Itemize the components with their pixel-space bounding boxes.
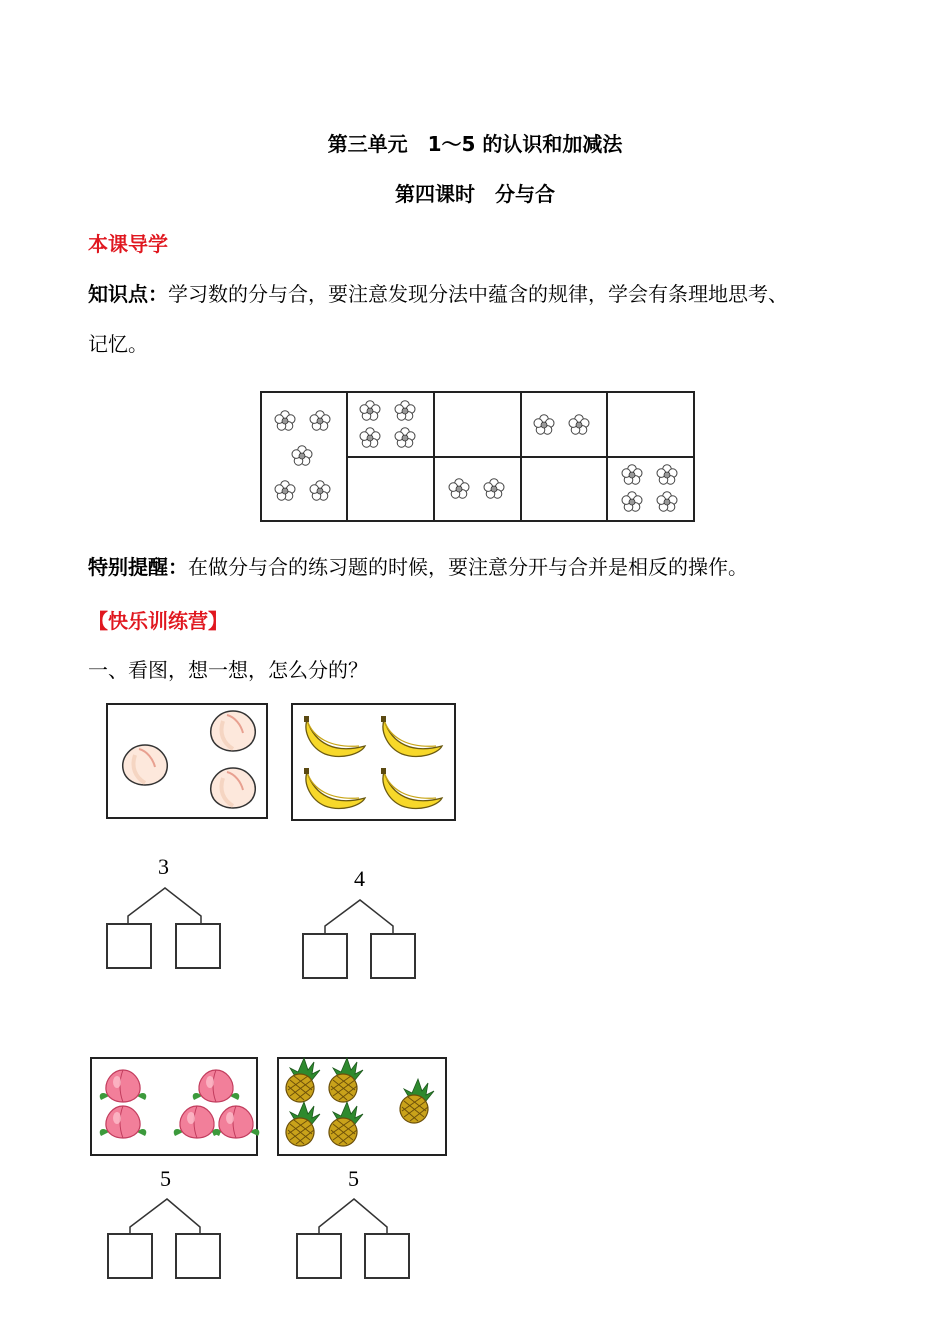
split-total-4: 5 [348,1166,359,1191]
flower-icon [484,479,504,499]
knowledge-text-line2: 记忆。 [88,332,148,356]
flower-icon [395,401,415,421]
reminder-label: 特别提醒： [88,555,188,579]
flower-icon [310,411,330,431]
pineapple-picture [277,1057,447,1156]
split-total-3: 5 [160,1166,171,1191]
flower-icon [275,411,295,431]
flower-icon [534,415,554,435]
flower-icon [275,481,295,501]
answer-box[interactable] [302,933,348,979]
flower-icon [360,428,380,448]
answer-box[interactable] [296,1233,342,1279]
flower-icon [360,401,380,421]
flower-icon [292,446,312,466]
question-1: 一、看图，想一想，怎么分的？ [88,658,368,682]
split-total-1: 3 [158,854,169,879]
flower-icon [395,428,415,448]
answer-box[interactable] [175,923,221,969]
flower-icon [657,492,677,512]
knowledge-label: 知识点： [88,282,168,306]
answer-box[interactable] [370,933,416,979]
answer-box[interactable] [364,1233,410,1279]
flower-icon [569,415,589,435]
flower-icon [449,479,469,499]
flower-icon [622,492,642,512]
unit-title: 第三单元 1～5 的认识和加减法 [327,132,623,156]
answer-box[interactable] [106,923,152,969]
answer-box[interactable] [175,1233,221,1279]
guide-heading: 本课导学 [88,232,168,256]
lesson-title: 第四课时 分与合 [395,182,555,206]
flower-icon [310,481,330,501]
answer-box[interactable] [107,1233,153,1279]
pink-peach-picture [90,1057,258,1156]
peach-picture [106,703,268,819]
flower-icon [657,465,677,485]
knowledge-text: 学习数的分与合，要注意发现分法中蕴含的规律，学会有条理地思考、 [168,282,788,306]
split-total-2: 4 [354,866,365,891]
flower-icon [622,465,642,485]
practice-heading: 【快乐训练营】 [88,609,228,633]
banana-picture [291,703,456,821]
reminder-paragraph [88,553,908,581]
reminder-text: 在做分与合的练习题的时候，要注意分开与合并是相反的操作。 [188,555,748,579]
